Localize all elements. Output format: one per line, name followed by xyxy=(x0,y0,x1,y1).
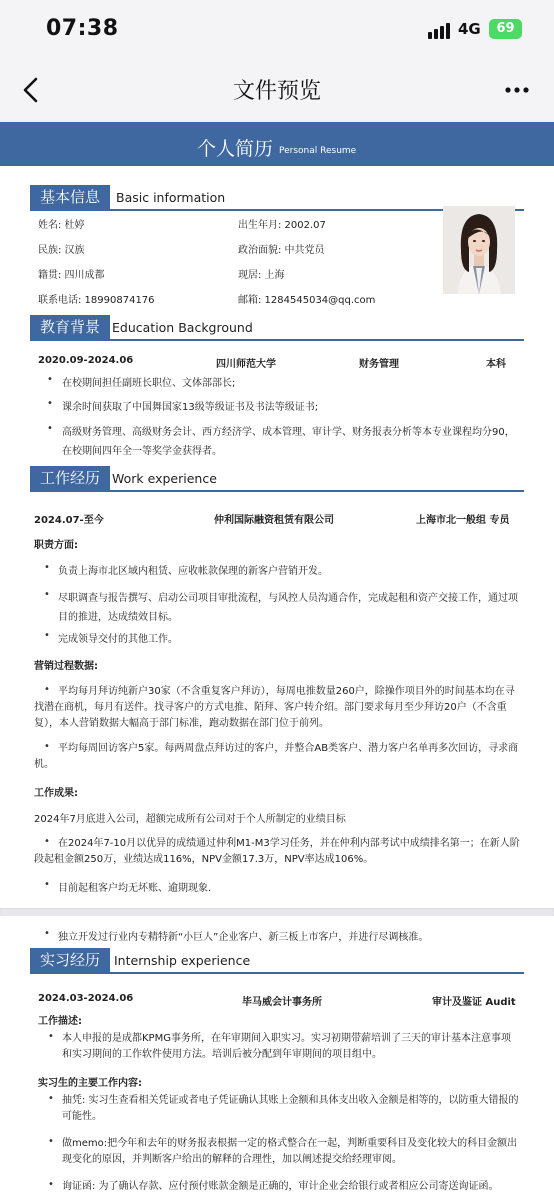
list-item: 做memo:把今年和去年的财务报表根据一定的格式整合在一起，判断重要科目及变化较大的科目金额出 现变化的原因，并判断客户给出的解释的合理性，加以阐述提交给经理审阅。 xyxy=(62,1138,518,1165)
info-ethnicity: 民族: 汉族 xyxy=(38,245,85,256)
section-tag: 工作经历 xyxy=(30,466,110,490)
work-results-title: 工作成果: xyxy=(34,788,78,799)
bullet: • xyxy=(44,630,50,641)
profile-photo xyxy=(443,206,515,294)
list-item: 目前起租客户均无坏账、逾期现象. xyxy=(58,883,212,894)
bullet: • xyxy=(48,1031,54,1042)
more-button[interactable] xyxy=(502,75,532,105)
list-item: 询证函: 为了确认存款、应付预付账款金额是正确的，审计企业会给银行或者相应公司寄送询证函。 xyxy=(62,1181,499,1192)
section-tag: 实习经历 xyxy=(30,948,110,972)
info-birth: 出生年月: 2002.07 xyxy=(238,220,326,231)
edu-degree: 本科 xyxy=(486,359,506,370)
section-title-en: Internship experience xyxy=(114,953,251,968)
bullet: • xyxy=(47,374,53,385)
bullet: • xyxy=(44,928,50,939)
status-time: 07:38 xyxy=(46,16,119,41)
info-name: 姓名: 杜婷 xyxy=(38,220,85,231)
list-item: 平均每月拜访纯新户30家（不含重复客户拜访），每周电推数量260户，除操作项目外的时间基本均在寻找潜在商机，每月有送件。找寻客户的方式电推、陌拜、客户转介绍。部门要求每月至少拜访20户（不含重复），本人营销数据大幅高于部门标准，跑动数据在部门位于前列。 xyxy=(34,686,515,729)
bullet: • xyxy=(44,562,50,573)
list-item: 尽职调查与报告撰写、启动公司项目审批流程，与风控人员沟通合作，完成起租和资产交接工作，通过项目的推进，达成绩效目标。 xyxy=(58,593,518,623)
info-residence: 现居: 上海 xyxy=(238,270,285,281)
results-intro: 2024年7月底进入公司，超额完成所有公司对于个人所制定的业绩目标 xyxy=(34,814,346,825)
network-type: 4G xyxy=(458,20,481,38)
bullet: • xyxy=(47,423,53,434)
info-political: 政治面貌: 中共党员 xyxy=(238,245,325,256)
list-item: 平均每周回访客户5家。每两周盘点拜访过的客户，并整合AB类客户、潜力客户名单再多次回访，寻求商机。 xyxy=(34,743,519,770)
page-break xyxy=(0,908,554,916)
work-company: 仲利国际融资租赁有限公司 xyxy=(214,515,334,526)
resume-document[interactable] xyxy=(0,122,554,1199)
intern-period: 2024.03-2024.06 xyxy=(38,993,134,1004)
bullet: • xyxy=(44,879,50,890)
edu-major: 财务管理 xyxy=(359,359,399,370)
section-title-en: Education Background xyxy=(112,320,253,335)
bullet: • xyxy=(48,1093,54,1104)
list-item: 在2024年7-10月以优异的成绩通过仲利M1-M3学习任务，并在仲利内部考试中成绩排名第一；在新人阶段起租金额250万，业绩达成116%，NPV金额17.3万，NPV率达成106%。 xyxy=(34,838,520,865)
list-item: 独立开发过行业内专精特新“小巨人”企业客户、新三板上市客户，并进行尽调核准。 xyxy=(58,932,429,943)
section-divider xyxy=(30,972,524,974)
list-item: 课余时间获取了中国舞国家13级等级证书及书法等级证书; xyxy=(62,402,319,413)
intern-role: 审计及鉴证 Audit xyxy=(432,997,516,1008)
edu-school: 四川师范大学 xyxy=(216,359,276,370)
section-divider xyxy=(30,339,524,341)
resume-banner xyxy=(0,122,554,166)
section-title-en: Work experience xyxy=(112,471,217,486)
section-divider xyxy=(30,490,524,492)
list-item: 在校期间担任副班长职位、文体部部长; xyxy=(62,378,236,389)
nav-bar xyxy=(0,62,554,120)
list-item: 本人申报的是成都KPMG事务所，在年审期间入职实习。实习初期带薪培训了三天的审计基本注意事项 和实习期间的工作软件使用方法。培训后被分配到年审期间的项目组中。 xyxy=(62,1033,511,1060)
section-tag: 教育背景 xyxy=(30,315,110,339)
section-title-en: Basic information xyxy=(116,190,226,205)
work-duties-title: 职责方面: xyxy=(34,540,78,551)
more-dots-icon xyxy=(502,75,532,105)
list-item: 完成领导交付的其他工作。 xyxy=(58,634,178,645)
bullet: • xyxy=(44,589,50,600)
info-phone: 联系电话: 18990874176 xyxy=(38,295,155,306)
battery-icon xyxy=(489,19,522,39)
battery-level: 69 xyxy=(496,21,515,36)
page-title: 文件预览 xyxy=(232,79,321,104)
edu-period: 2020.09-2024.06 xyxy=(38,355,134,366)
work-dept: 上海市北一般组 专员 xyxy=(416,515,510,526)
banner-title: 个人简历 xyxy=(197,138,274,160)
bullet: • xyxy=(44,741,50,752)
section-education xyxy=(30,315,524,339)
list-item: 负责上海市北区域内租赁、应收帐款保理的新客户营销开发。 xyxy=(58,566,328,577)
work-period: 2024.07-至今 xyxy=(34,515,104,526)
intern-desc-title: 工作描述: xyxy=(38,1016,82,1027)
bullet: • xyxy=(44,836,50,847)
section-work xyxy=(30,466,524,490)
list-item: 抽凭: 实习生查看相关凭证或者电子凭证确认其账上金额和具体支出收入金额是相等的，以防重大错报的可能性。 xyxy=(62,1095,519,1122)
list-item: 高级财务管理、高级财务会计、西方经济学、成本管理、审计学、财务报表分析等本专业课程均分90，在校期间四年全一等奖学金获得者。 xyxy=(62,427,515,457)
cellular-signal-icon xyxy=(428,22,452,39)
banner-subtitle: Personal Resume xyxy=(279,146,357,156)
info-origin: 籍贯: 四川成都 xyxy=(38,270,105,281)
work-marketing-title: 营销过程数据: xyxy=(34,661,98,672)
bullet: • xyxy=(44,684,50,695)
bullet: • xyxy=(48,1179,54,1190)
status-bar xyxy=(0,0,554,62)
info-email: 邮箱: 1284545034@qq.com xyxy=(238,295,376,306)
section-tag: 基本信息 xyxy=(30,185,110,209)
intern-tasks-title: 实习生的主要工作内容: xyxy=(38,1078,142,1089)
section-internship xyxy=(30,948,524,972)
intern-company: 毕马威会计事务所 xyxy=(242,997,322,1008)
bullet: • xyxy=(47,398,53,409)
bullet: • xyxy=(48,1136,54,1147)
